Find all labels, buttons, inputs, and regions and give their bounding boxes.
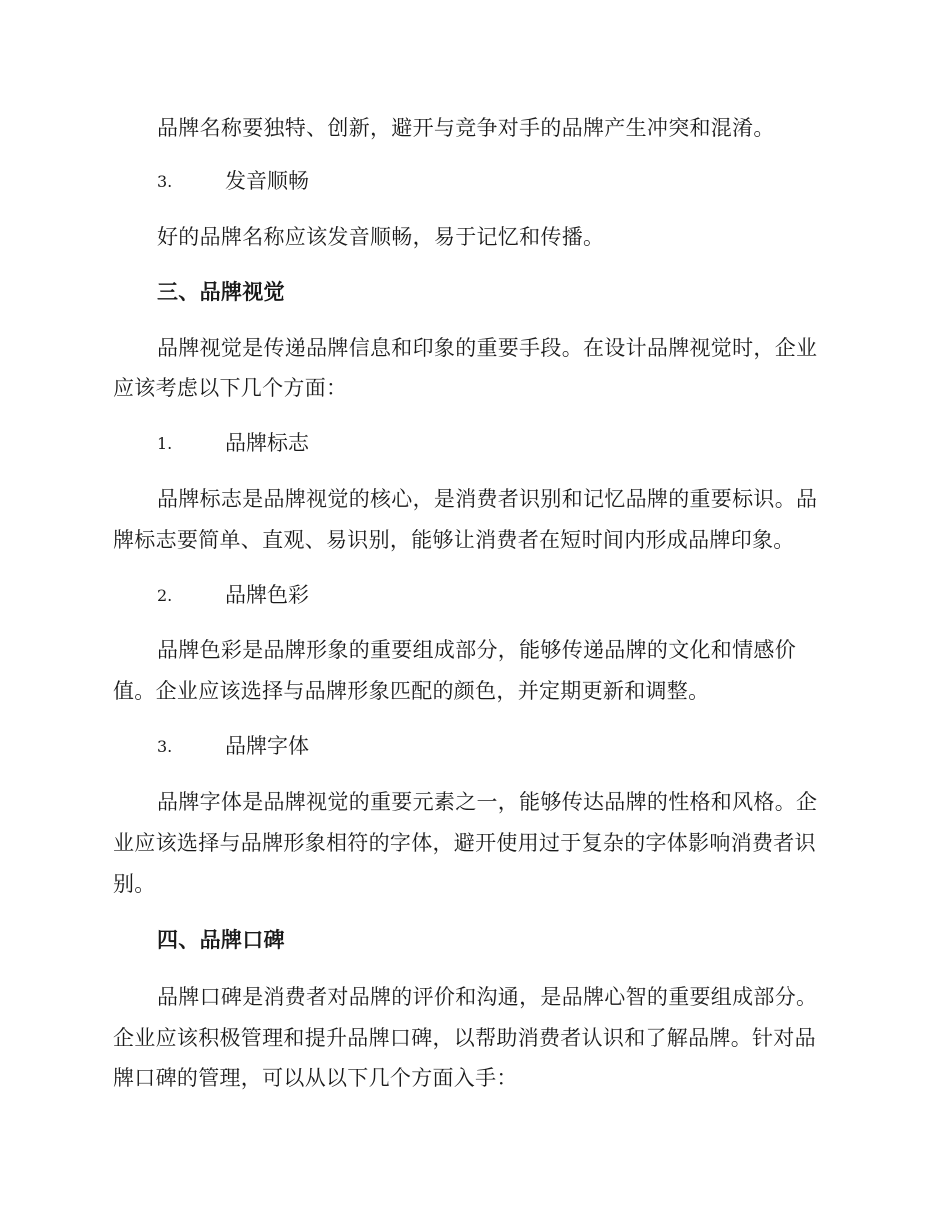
list-number: 3. bbox=[157, 737, 173, 756]
paragraph-line: 应该考虑以下几个方面： bbox=[113, 376, 348, 400]
section-heading: 三、品牌视觉 bbox=[157, 279, 285, 304]
paragraph-line: 品牌字体是品牌视觉的重要元素之一，能够传达品牌的性格和风格。企 bbox=[157, 790, 818, 814]
paragraph-line: 别。 bbox=[113, 872, 156, 896]
paragraph-line: 牌口碑的管理，可以从以下几个方面入手： bbox=[113, 1066, 518, 1090]
paragraph-line: 品牌标志是品牌视觉的核心，是消费者识别和记忆品牌的重要标识。品 bbox=[157, 487, 818, 511]
list-item-label: 品牌标志 bbox=[225, 431, 309, 455]
list-item-label: 发音顺畅 bbox=[225, 169, 309, 193]
section-heading: 四、品牌口碑 bbox=[157, 927, 285, 952]
list-number: 1. bbox=[157, 434, 173, 453]
paragraph-line: 品牌名称要独特、创新，避开与竞争对手的品牌产生冲突和混淆。 bbox=[157, 116, 775, 140]
paragraph-line: 品牌视觉是传递品牌信息和印象的重要手段。在设计品牌视觉时，企业 bbox=[157, 336, 818, 360]
paragraph-line: 品牌色彩是品牌形象的重要组成部分，能够传递品牌的文化和情感价 bbox=[157, 638, 796, 662]
paragraph-line: 好的品牌名称应该发音顺畅，易于记忆和传播。 bbox=[157, 225, 605, 249]
paragraph-line: 牌标志要简单、直观、易识别，能够让消费者在短时间内形成品牌印象。 bbox=[113, 528, 795, 552]
paragraph-line: 业应该选择与品牌形象相符的字体，避开使用过于复杂的字体影响消费者识 bbox=[113, 831, 816, 855]
list-item-label: 品牌字体 bbox=[225, 734, 309, 758]
paragraph-line: 值。企业应该选择与品牌形象匹配的颜色，并定期更新和调整。 bbox=[113, 679, 710, 703]
list-item-label: 品牌色彩 bbox=[225, 583, 309, 607]
paragraph-line: 品牌口碑是消费者对品牌的评价和沟通，是品牌心智的重要组成部分。 bbox=[157, 985, 818, 1009]
list-number: 2. bbox=[157, 586, 173, 605]
list-number: 3. bbox=[157, 172, 173, 191]
paragraph-line: 企业应该积极管理和提升品牌口碑，以帮助消费者认识和了解品牌。针对品 bbox=[113, 1026, 816, 1050]
